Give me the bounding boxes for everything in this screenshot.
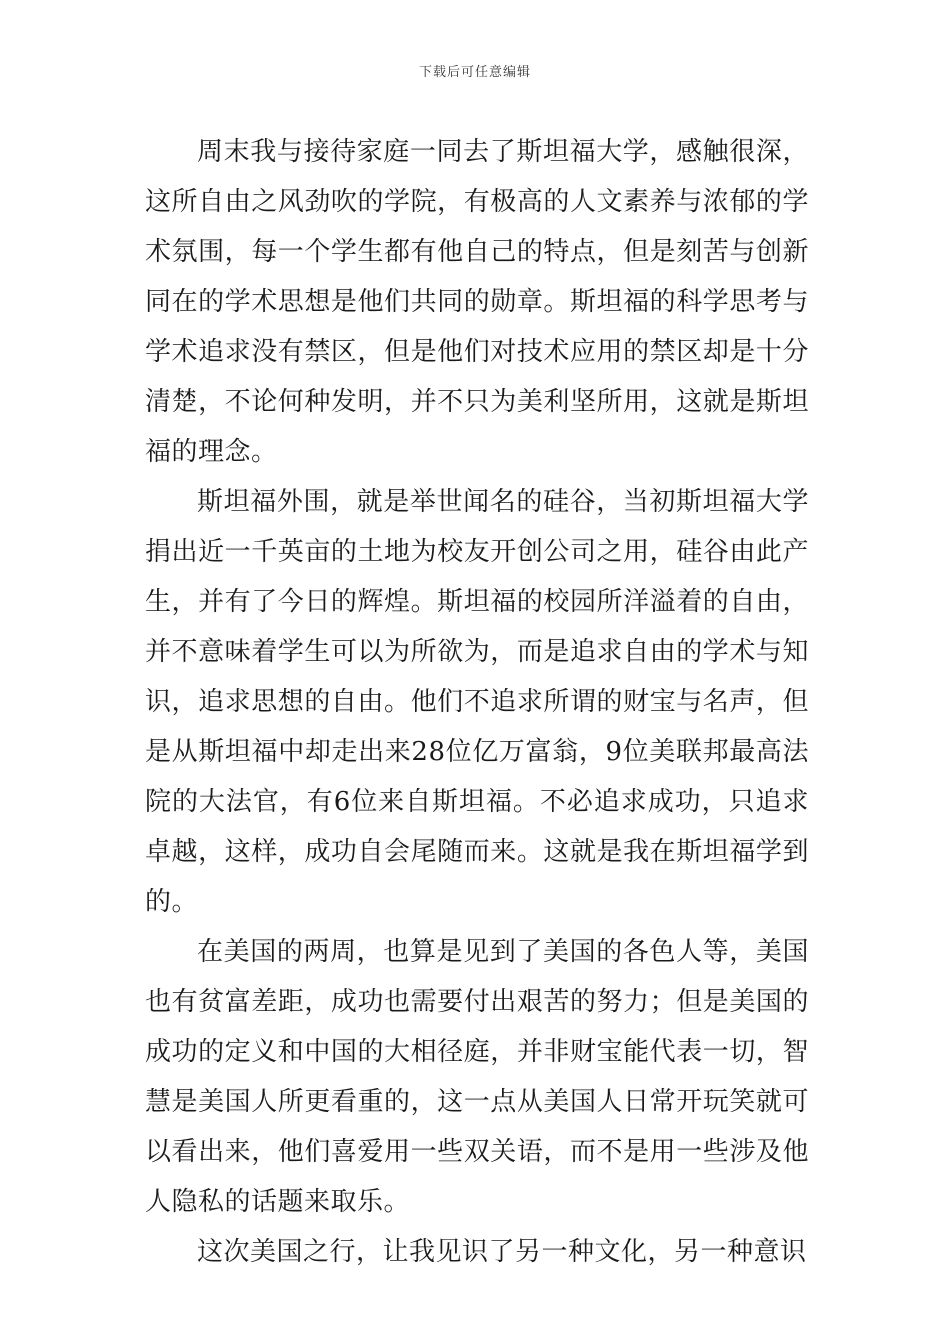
page-header: 下载后可任意编辑 (418, 65, 531, 80)
paragraph-2: 斯坦福外围，就是举世闻名的硅谷，当初斯坦福大学捐出近一千英亩的土地为校友开创公司之用，硅谷由此产生，并有了今日的辉煌。斯坦福的校园所洋溢着的自由，并不意味着学生可以为所欲为，而是追求自由的学术与知识，追求思想的自由。他们不追求所谓的财宝与名声，但是从斯坦福中却走出来28位亿万富翁，9位美联邦最高法院的大法官，有6位来自斯坦福。不必追求成功，只追求卓越，这样，成功自会尾随而来。这就是我在斯坦福学到的。 (145, 487, 809, 917)
paragraph-3: 在美国的两周，也算是见到了美国的各色人等，美国也有贫富差距，成功也需要付出艰苦的努力；但是美国的成功的定义和中国的大相径庭，并非财宝能代表一切，智慧是美国人所更看重的，这一点从美国人日常开玩笑就可以看出来，他们喜爱用一些双关语，而不是用一些涉及他人隐私的话题来取乐。 (145, 937, 809, 1217)
document-body (145, 127, 809, 1277)
paragraph-4: 这次美国之行，让我见识了另一种文化，另一种意识 (197, 1237, 807, 1267)
paragraph-1: 周末我与接待家庭一同去了斯坦福大学，感触很深，这所自由之风劲吹的学院，有极高的人文素养与浓郁的学术氛围，每一个学生都有他自己的特点，但是刻苦与创新同在的学术思想是他们共同的勋章。斯坦福的科学思考与学术追求没有禁区，但是他们对技术应用的禁区却是十分清楚，不论何种发明，并不只为美利坚所用，这就是斯坦福的理念。 (145, 137, 809, 467)
